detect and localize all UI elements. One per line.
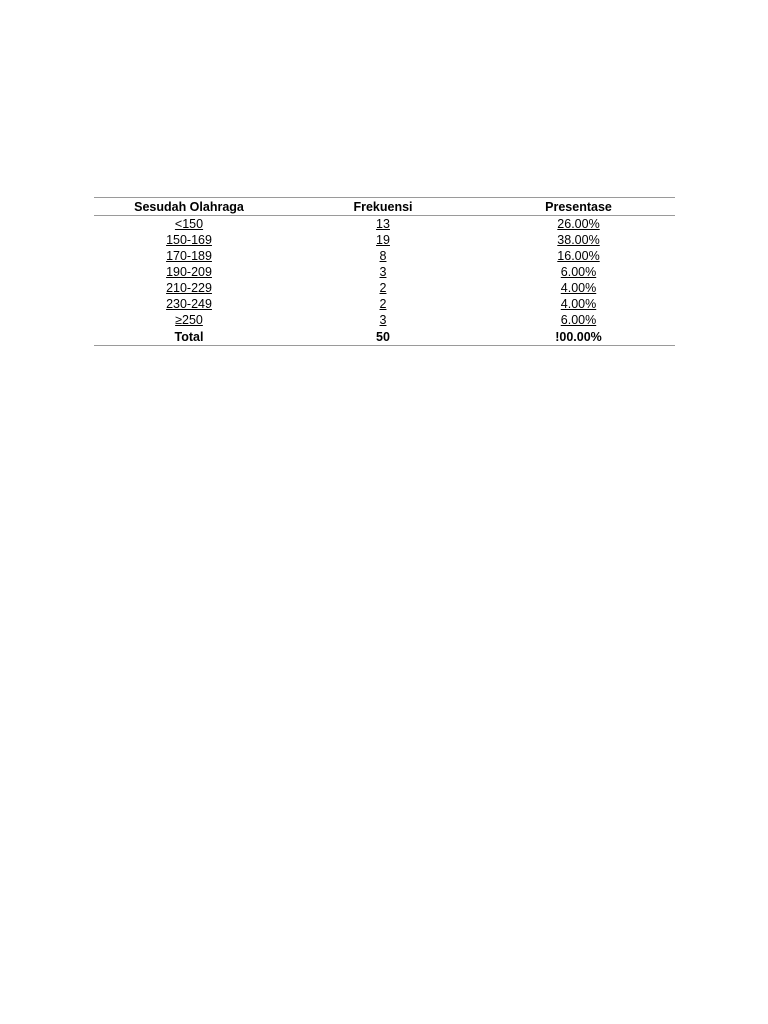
total-frequency: 50 — [284, 328, 482, 346]
percentage-cell — [482, 248, 675, 264]
header-presentase: Presentase — [482, 198, 675, 216]
range-cell — [94, 264, 284, 280]
frequency-cell — [284, 248, 482, 264]
total-label: Total — [94, 328, 284, 346]
frequency-cell — [284, 312, 482, 328]
range-cell — [94, 296, 284, 312]
range-cell — [94, 216, 284, 233]
table-row — [94, 296, 675, 312]
range-cell — [94, 248, 284, 264]
range-value: ≥250 — [175, 313, 203, 327]
range-cell — [94, 232, 284, 248]
frequency-table — [94, 197, 675, 346]
percentage-value: 4.00% — [560, 297, 597, 311]
frequency-value: 8 — [379, 249, 387, 263]
range-value: 150-169 — [166, 233, 212, 247]
frequency-value: 3 — [379, 313, 387, 327]
table-header-row — [94, 198, 675, 216]
percentage-cell — [482, 296, 675, 312]
percentage-cell — [482, 232, 675, 248]
table-row — [94, 264, 675, 280]
frequency-cell — [284, 280, 482, 296]
total-percentage: !00.00% — [482, 328, 675, 346]
range-value: 210-229 — [166, 281, 212, 295]
range-cell — [94, 280, 284, 296]
header-sesudah-olahraga: Sesudah Olahraga — [94, 198, 284, 216]
table-row — [94, 216, 675, 233]
percentage-cell — [482, 216, 675, 233]
total-row — [94, 328, 675, 346]
range-value: 190-209 — [166, 265, 212, 279]
header-frekuensi: Frekuensi — [284, 198, 482, 216]
range-value: 230-249 — [166, 297, 212, 311]
percentage-cell — [482, 312, 675, 328]
frequency-value: 2 — [379, 281, 387, 295]
range-cell — [94, 312, 284, 328]
table-row — [94, 232, 675, 248]
frequency-value: 13 — [376, 217, 390, 231]
percentage-cell — [482, 264, 675, 280]
percentage-value: 6.00% — [560, 313, 597, 327]
range-value: <150 — [174, 217, 204, 231]
percentage-value: 6.00% — [560, 265, 597, 279]
table-row — [94, 280, 675, 296]
frequency-cell — [284, 232, 482, 248]
frequency-value: 2 — [379, 297, 387, 311]
percentage-value: 38.00% — [557, 233, 600, 247]
frequency-value: 19 — [376, 233, 390, 247]
table-row — [94, 248, 675, 264]
frequency-cell — [284, 296, 482, 312]
percentage-value: 16.00% — [557, 249, 600, 263]
percentage-value: 26.00% — [557, 217, 600, 231]
frequency-value: 3 — [379, 265, 387, 279]
frequency-cell — [284, 216, 482, 233]
percentage-value: 4.00% — [560, 281, 597, 295]
table-row — [94, 312, 675, 328]
range-value: 170-189 — [166, 249, 212, 263]
frequency-cell — [284, 264, 482, 280]
percentage-cell — [482, 280, 675, 296]
